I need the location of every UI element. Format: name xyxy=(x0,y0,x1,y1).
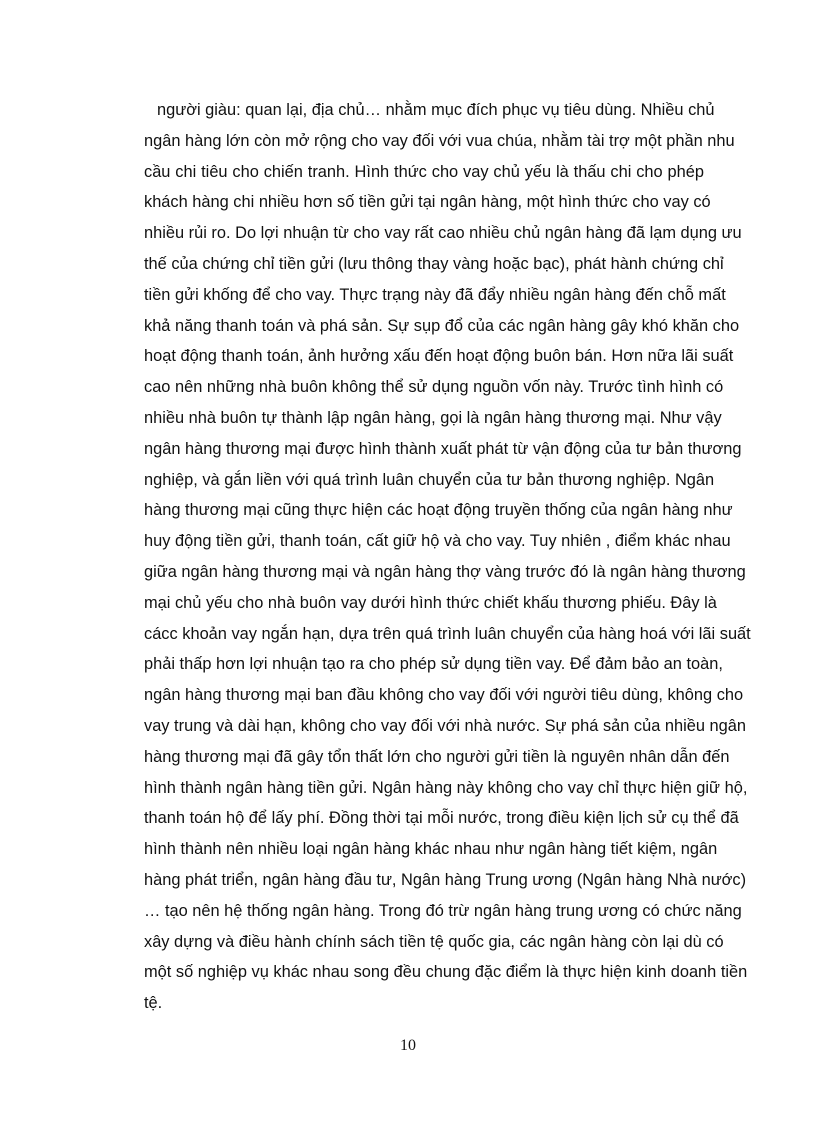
paragraph-line: hình thành ngân hàng tiền gửi. Ngân hàng này không cho vay chỉ thực hiện giữ hộ, xyxy=(144,778,748,797)
paragraph-line: cao nên những nhà buôn không thể sử dụng nguồn vốn này. Trước tình hình có xyxy=(144,378,724,397)
paragraph-line: huy động tiền gửi, thanh toán, cất giữ hộ và cho vay. Tuy nhiên , điểm khác nhau xyxy=(144,532,731,551)
paragraph-line: … tạo nên hệ thống ngân hàng. Trong đó trừ ngân hàng trung ương có chức năng xyxy=(144,901,742,920)
paragraph-line: tệ. xyxy=(144,994,163,1013)
paragraph-line: xây dựng và điều hành chính sách tiền tệ quốc gia, các ngân hàng còn lại dù có xyxy=(144,932,724,951)
paragraph-line: nghiệp, và gắn liền với quá trình luân chuyển của tư bản thương nghiệp. Ngân xyxy=(144,470,715,489)
paragraph-line: hàng phát triển, ngân hàng đầu tư, Ngân hàng Trung ương (Ngân hàng Nhà nước) xyxy=(144,870,747,889)
paragraph-line: cácc khoản vay ngắn hạn, dựa trên quá trình luân chuyển của hàng hoá với lãi suất xyxy=(144,624,751,643)
paragraph-line: nhiều nhà buôn tự thành lập ngân hàng, gọi là ngân hàng thương mại. Như vậy xyxy=(144,408,722,427)
paragraph-line: hoạt động thanh toán, ảnh hưởng xấu đến hoạt động buôn bán. Hơn nữa lãi suất xyxy=(144,347,734,366)
paragraph-line: hàng thương mại đã gây tổn thất lớn cho người gửi tiền là nguyên nhân dẫn đến xyxy=(144,747,730,766)
paragraph-line: giữa ngân hàng thương mại và ngân hàng thợ vàng trước đó là ngân hàng thương xyxy=(144,562,746,581)
paragraph-line: thế của chứng chỉ tiền gửi (lưu thông thay vàng hoặc bạc), phát hành chứng chỉ xyxy=(144,254,724,273)
paragraph-line: một số nghiệp vụ khác nhau song đều chung đặc điểm là thực hiện kinh doanh tiền xyxy=(144,963,748,982)
paragraph-line: phải thấp hơn lợi nhuận tạo ra cho phép sử dụng tiền vay. Để đảm bảo an toàn, xyxy=(144,655,723,674)
paragraph-line: cầu chi tiêu cho chiến tranh. Hình thức cho vay chủ yếu là thấu chi cho phép xyxy=(144,162,704,181)
paragraph-line: thanh toán hộ để lấy phí. Đồng thời tại mỗi nước, trong điều kiện lịch sử cụ thể đã xyxy=(144,809,739,828)
paragraph-line: ngân hàng thương mại được hình thành xuất phát từ vận động của tư bản thương xyxy=(144,439,742,458)
paragraph-line: nhiều rủi ro. Do lợi nhuận từ cho vay rất cao nhiều chủ ngân hàng đã lạm dụng ưu xyxy=(144,224,742,243)
paragraph-line: người giàu: quan lại, địa chủ… nhằm mục đích phục vụ tiêu dùng. Nhiều chủ xyxy=(157,101,715,119)
paragraph-line: hình thành nên nhiều loại ngân hàng khác nhau như ngân hàng tiết kiệm, ngân xyxy=(144,840,718,859)
paragraph-line: tiền gửi khống để cho vay. Thực trạng này đã đẩy nhiều ngân hàng đến chỗ mất xyxy=(144,285,726,304)
paragraph-line: khả năng thanh toán và phá sản. Sự sụp đổ của các ngân hàng gây khó khăn cho xyxy=(144,316,740,335)
paragraph-line: mại chủ yếu cho nhà buôn vay dưới hình thức chiết khấu thương phiếu. Đây là xyxy=(144,593,717,612)
page-number: 10 xyxy=(400,1037,416,1054)
paragraph-line: hàng thương mại cũng thực hiện các hoạt động truyền thống của ngân hàng như xyxy=(144,501,733,520)
paragraph-line: ngân hàng lớn còn mở rộng cho vay đối với vua chúa, nhằm tài trợ một phần nhu xyxy=(144,131,735,150)
body-paragraph xyxy=(144,95,751,1019)
paragraph-line: khách hàng chi nhiều hơn số tiền gửi tại ngân hàng, một hình thức cho vay có xyxy=(144,193,711,212)
paragraph-line: vay trung và dài hạn, không cho vay đối với nhà nước. Sự phá sản của nhiều ngân xyxy=(144,716,747,735)
paragraph-line: ngân hàng thương mại ban đầu không cho vay đối với người tiêu dùng, không cho xyxy=(144,686,744,705)
